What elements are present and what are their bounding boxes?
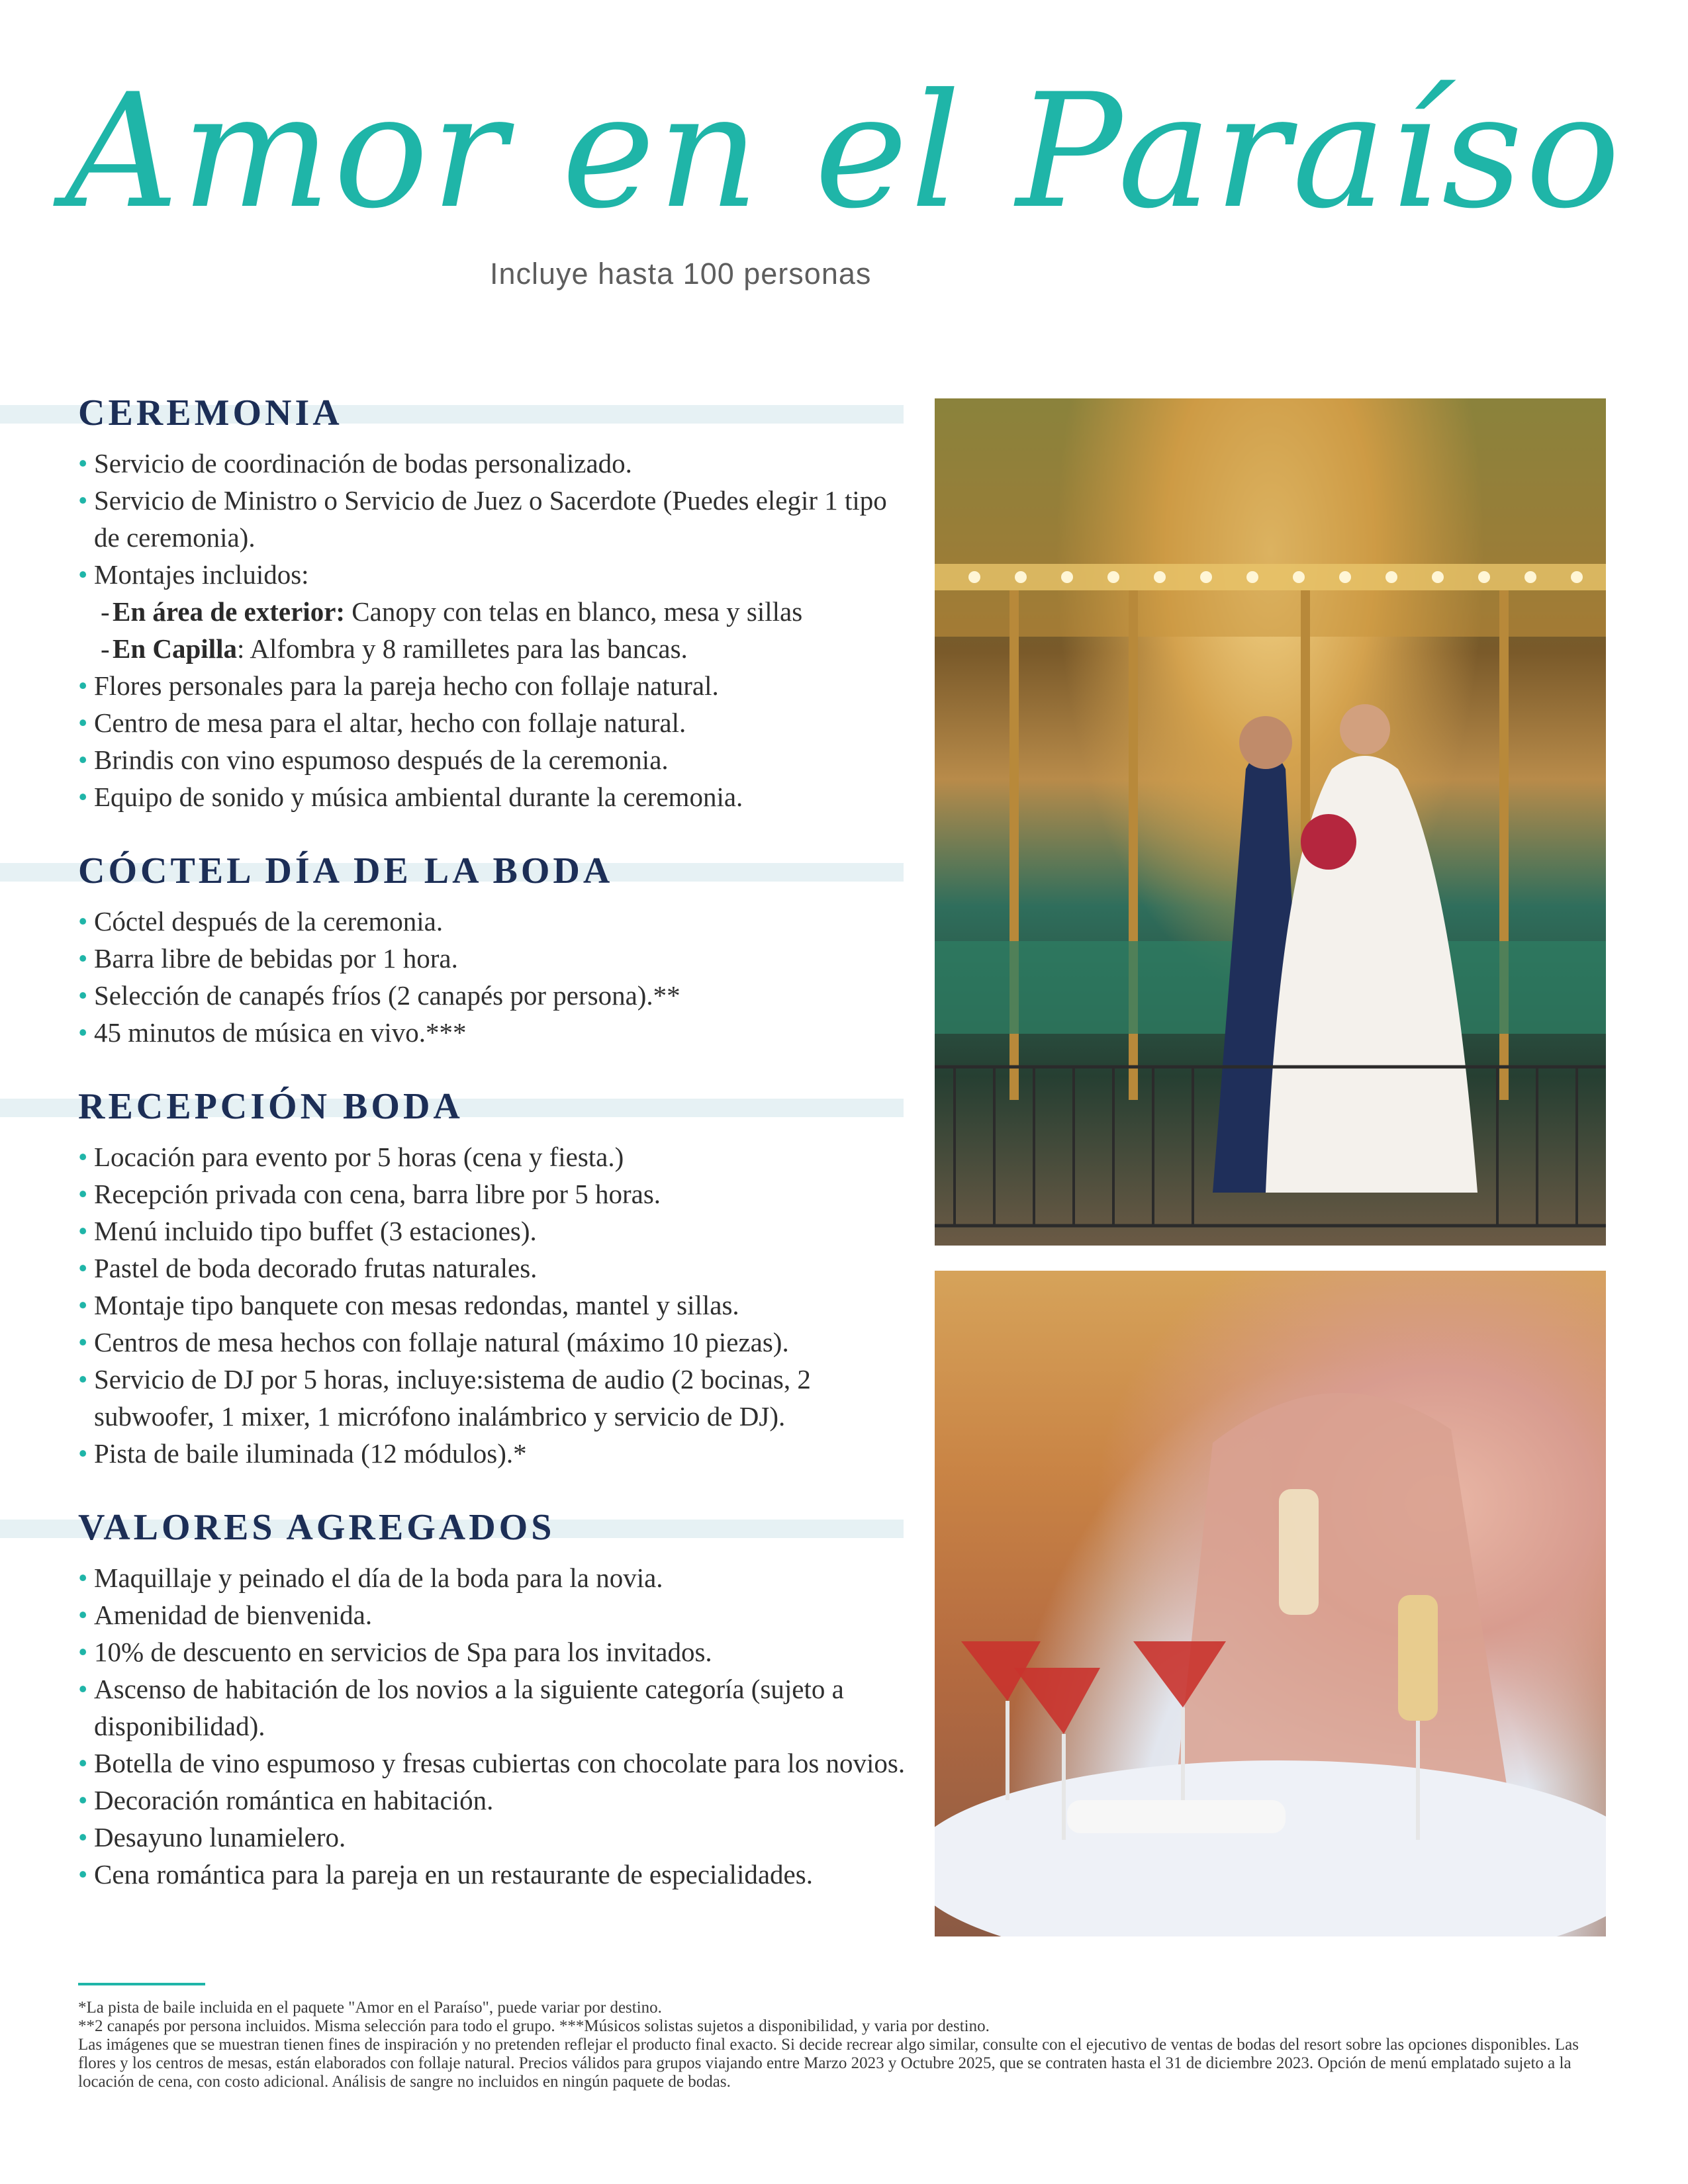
list-item: [78, 1435, 914, 1472]
bullet-icon: •: [78, 1822, 88, 1852]
list-item: [78, 1138, 914, 1175]
item-text: Equipo de sonido y música ambiental durante la ceremonia.: [94, 782, 743, 812]
list-item: [78, 482, 914, 556]
section-header: [0, 385, 907, 445]
bullet-icon: •: [78, 1290, 88, 1320]
list-item: [78, 1819, 914, 1856]
bullet-icon: •: [78, 1637, 88, 1667]
list-item: [78, 593, 914, 630]
item-text: 10% de descuento en servicios de Spa para los invitados.: [94, 1637, 712, 1667]
item-text: Barra libre de bebidas por 1 hora.: [94, 943, 458, 974]
section-heading: VALORES AGREGADOS: [78, 1507, 555, 1548]
bullet-icon: •: [78, 1785, 88, 1815]
dash-marker: -: [101, 633, 110, 664]
section-header: [0, 1500, 907, 1559]
item-text: Recepción privada con cena, barra libre por 5 horas.: [94, 1179, 661, 1209]
bullet-icon: •: [78, 1216, 88, 1246]
item-label-bold: En Capilla: [113, 633, 237, 664]
page-subtitle: Incluye hasta 100 personas: [490, 257, 872, 291]
bullet-icon: •: [78, 485, 88, 516]
bullet-icon: •: [78, 1364, 88, 1394]
bullet-icon: •: [78, 1179, 88, 1209]
list-item: [78, 1014, 914, 1051]
footnote-line: Las imágenes que se muestran tienen fines de inspiración y no pretenden reflejar el producto final exacto. Si decide recrear algo similar, consulte con el ejecutivo de ventas de bodas del resort sobre las opciones disponibles. Las flores y los centros de mesas, están elaborados con follaje natural. Precios válidos para grupos viajando entre Marzo 2023 y Octubre 2025, que se contraten hasta el 31 de diciembre 2023. Opción de menú emplatado sujeto a la locación de cena, con costo adicional. Análisis de sangre no incluidos en ningún paquete de bodas.: [78, 2036, 1579, 2091]
dash-marker: -: [101, 596, 110, 627]
item-text: Servicio de Ministro o Servicio de Juez o Sacerdote (Puedes elegir 1 tipo de ceremonia).: [94, 485, 887, 553]
list-item: [78, 940, 914, 977]
list-item: [78, 1361, 914, 1435]
list-item: [78, 1745, 914, 1782]
bullet-icon: •: [78, 1748, 88, 1778]
bullet-icon: •: [78, 745, 88, 775]
item-text: 45 minutos de música en vivo.***: [94, 1017, 467, 1048]
bullet-icon: •: [78, 559, 88, 590]
section-heading: CÓCTEL DÍA DE LA BODA: [78, 850, 614, 891]
list-item: [78, 1250, 914, 1287]
bullet-icon: •: [78, 707, 88, 738]
item-text: Botella de vino espumoso y fresas cubiertas con chocolate para los novios.: [94, 1748, 906, 1778]
section-list: [0, 1138, 914, 1472]
footnote-divider: [78, 1983, 205, 1985]
bullet-icon: •: [78, 1859, 88, 1889]
bullet-icon: •: [78, 1327, 88, 1357]
bullet-icon: •: [78, 448, 88, 478]
item-text: Pista de baile iluminada (12 módulos).*: [94, 1438, 527, 1469]
bullet-icon: •: [78, 782, 88, 812]
section-heading: RECEPCIÓN BODA: [78, 1086, 463, 1127]
item-text: Ascenso de habitación de los novios a la siguiente categoría (sujeto a disponibilidad).: [94, 1674, 844, 1741]
section-list: [0, 445, 914, 815]
list-item: [78, 704, 914, 741]
bullet-icon: •: [78, 670, 88, 701]
section-3: [0, 1500, 907, 1893]
section-header: [0, 843, 907, 903]
item-text: Servicio de DJ por 5 horas, incluye:sistema de audio (2 bocinas, 2 subwoofer, 1 mixer, 1 micrófono inalámbrico y servicio de DJ).: [94, 1364, 811, 1432]
item-text: Decoración romántica en habitación.: [94, 1785, 494, 1815]
section-list: [0, 903, 914, 1051]
item-text: Brindis con vino espumoso después de la ceremonia.: [94, 745, 669, 775]
footnote-line: **2 canapés por persona incluidos. Misma selección para todo el grupo. ***Músicos solistas sujetos a disponibilidad, y varia por destino.: [78, 2017, 990, 2035]
carousel-illustration: [935, 398, 1606, 1246]
item-text: Centros de mesa hechos con follaje natural (máximo 10 piezas).: [94, 1327, 789, 1357]
item-text: Desayuno lunamielero.: [94, 1822, 346, 1852]
item-text: Pastel de boda decorado frutas naturales.: [94, 1253, 538, 1283]
list-item: [78, 1559, 914, 1596]
item-text: : Alfombra y 8 ramilletes para las bancas.: [236, 633, 688, 664]
item-text: Menú incluido tipo buffet (3 estaciones).: [94, 1216, 537, 1246]
section-header: [0, 1079, 907, 1138]
photo-cocktail-canapes: [935, 1271, 1606, 1936]
list-item: [78, 1633, 914, 1670]
list-item: [78, 556, 914, 593]
list-item: [78, 630, 914, 667]
list-item: [78, 1856, 914, 1893]
item-text: Amenidad de bienvenida.: [94, 1600, 373, 1630]
list-item: [78, 1324, 914, 1361]
bullet-icon: •: [78, 1017, 88, 1048]
item-text: Canopy con telas en blanco, mesa y sillas: [345, 596, 803, 627]
section-2: [0, 1079, 907, 1472]
bullet-icon: •: [78, 1674, 88, 1704]
list-item: [78, 1782, 914, 1819]
bullet-icon: •: [78, 980, 88, 1011]
bullet-icon: •: [78, 1563, 88, 1593]
item-text: Montaje tipo banquete con mesas redondas, mantel y sillas.: [94, 1290, 739, 1320]
item-text: Montajes incluidos:: [94, 559, 309, 590]
item-text: Maquillaje y peinado el día de la boda para la novia.: [94, 1563, 663, 1593]
footnote-line: *La pista de baile incluida en el paquete "Amor en el Paraíso", puede variar por destino.: [78, 1999, 662, 2017]
section-list: [0, 1559, 914, 1893]
section-heading: CEREMONIA: [78, 392, 343, 433]
list-item: [78, 1670, 914, 1745]
bullet-icon: •: [78, 1438, 88, 1469]
cocktail-illustration: [935, 1271, 1606, 1936]
list-item: [78, 903, 914, 940]
item-text: Selección de canapés fríos (2 canapés por persona).**: [94, 980, 680, 1011]
item-text: Cena romántica para la pareja en un restaurante de especialidades.: [94, 1859, 813, 1889]
bullet-icon: •: [78, 1142, 88, 1172]
list-item: [78, 1287, 914, 1324]
list-item: [78, 1212, 914, 1250]
item-text: Cóctel después de la ceremonia.: [94, 906, 444, 936]
item-text: Locación para evento por 5 horas (cena y fiesta.): [94, 1142, 624, 1172]
bullet-icon: •: [78, 943, 88, 974]
list-item: [78, 977, 914, 1014]
list-item: [78, 445, 914, 482]
photo-couple-carousel: [935, 398, 1606, 1246]
item-text: Servicio de coordinación de bodas personalizado.: [94, 448, 632, 478]
page-title: Amor en el Paraíso: [65, 60, 1623, 244]
bullet-icon: •: [78, 1600, 88, 1630]
list-item: [78, 667, 914, 704]
package-content: [0, 385, 907, 1921]
list-item: [78, 741, 914, 778]
list-item: [78, 778, 914, 815]
bullet-icon: •: [78, 1253, 88, 1283]
item-text: Flores personales para la pareja hecho con follaje natural.: [94, 670, 719, 701]
list-item: [78, 1175, 914, 1212]
section-1: [0, 843, 907, 1051]
list-item: [78, 1596, 914, 1633]
bullet-icon: •: [78, 906, 88, 936]
item-text: Centro de mesa para el altar, hecho con follaje natural.: [94, 707, 686, 738]
section-0: [0, 385, 907, 815]
item-label-bold: En área de exterior:: [113, 596, 346, 627]
footnotes: [78, 1999, 1606, 2091]
